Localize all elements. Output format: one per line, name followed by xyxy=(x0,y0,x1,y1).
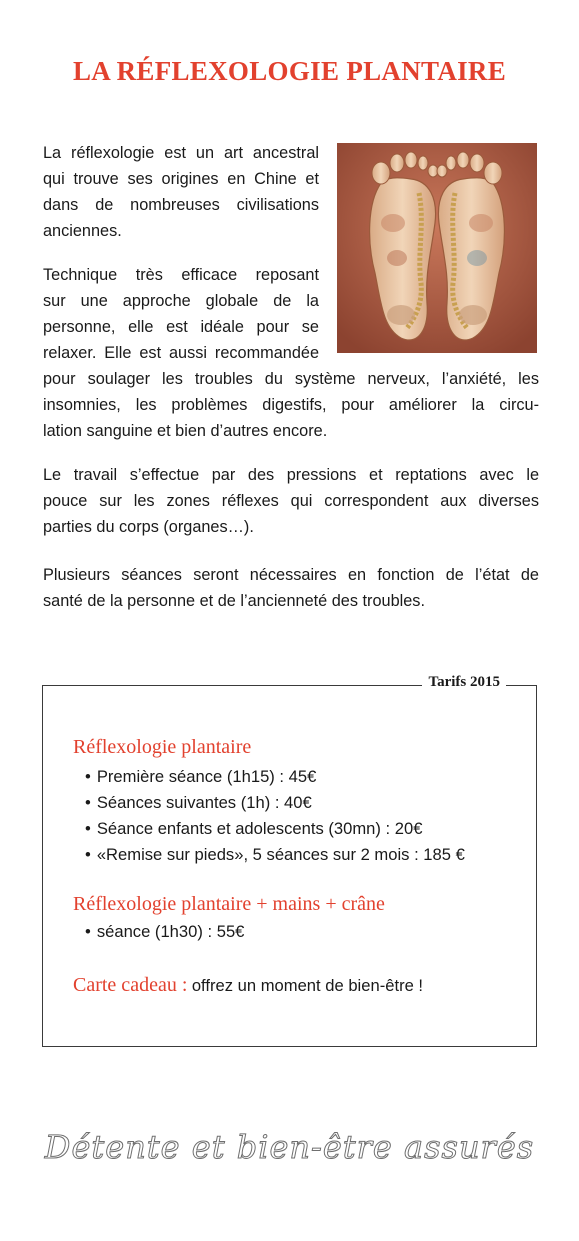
text-line: dans de nombreuses civilisations xyxy=(43,196,319,214)
list-item: • Séance enfants et adolescents (30mn) : 20€ xyxy=(85,816,465,842)
text-line: pour soulager les troubles du système nerveux, l’anxiété, les xyxy=(43,370,539,388)
intro-paragraph-4 xyxy=(43,562,539,614)
intro-paragraph-2-continued xyxy=(43,366,539,444)
text-line: personne, elle est idéale pour se xyxy=(43,318,319,336)
list-item: • séance (1h30) : 55€ xyxy=(85,919,244,945)
reflexology-feet-image xyxy=(337,143,537,353)
intro-paragraph-1 xyxy=(43,140,319,244)
tarifs-box xyxy=(42,674,537,1047)
tarifs-label: Tarifs 2015 xyxy=(422,674,506,691)
price-list-reflexology xyxy=(85,764,465,868)
text-line: parties du corps (organes…). xyxy=(43,518,254,536)
text-line: qui trouve ses origines en Chine et xyxy=(43,170,319,188)
page-title: LA RÉFLEXOLOGIE PLANTAIRE xyxy=(72,56,507,86)
gift-card-line xyxy=(73,974,423,997)
text-line: lation sanguine et bien d’autres encore. xyxy=(43,422,328,440)
list-item: • «Remise sur pieds», 5 séances sur 2 mois : 185 € xyxy=(85,842,465,868)
text-line: Le travail s’effectue par des pressions et reptations avec le xyxy=(43,466,539,484)
section-heading-reflexology: Réflexologie plantaire xyxy=(73,736,252,758)
text-line: pouce sur les zones réflexes qui correspondent aux diverses xyxy=(43,492,539,510)
text-line: sur une approche globale de la xyxy=(43,292,319,310)
intro-paragraph-3 xyxy=(43,462,539,540)
text-line: anciennes. xyxy=(43,222,122,240)
list-item: • Séances suivantes (1h) : 40€ xyxy=(85,790,465,816)
text-line: relaxer. Elle est aussi recommandée xyxy=(43,344,319,362)
tagline: Détente et bien-être assurés xyxy=(44,1128,535,1166)
text-line: Technique très efficace reposant xyxy=(43,266,319,284)
text-line: Plusieurs séances seront nécessaires en fonction de l’état de xyxy=(43,566,539,584)
gift-card-text: offrez un moment de bien-être ! xyxy=(191,976,424,995)
list-item: • Première séance (1h15) : 45€ xyxy=(85,764,465,790)
section-heading-combo: Réflexologie plantaire + mains + crâne xyxy=(73,893,385,915)
price-list-combo xyxy=(85,919,244,945)
intro-paragraph-2 xyxy=(43,262,319,366)
text-line: La réflexologie est un art ancestral xyxy=(43,144,319,162)
gift-card-label: Carte cadeau : xyxy=(73,974,188,996)
text-line: santé de la personne et de l’ancienneté des troubles. xyxy=(43,592,425,610)
text-line: insomnies, les problèmes digestifs, pour améliorer la circu- xyxy=(43,396,539,414)
